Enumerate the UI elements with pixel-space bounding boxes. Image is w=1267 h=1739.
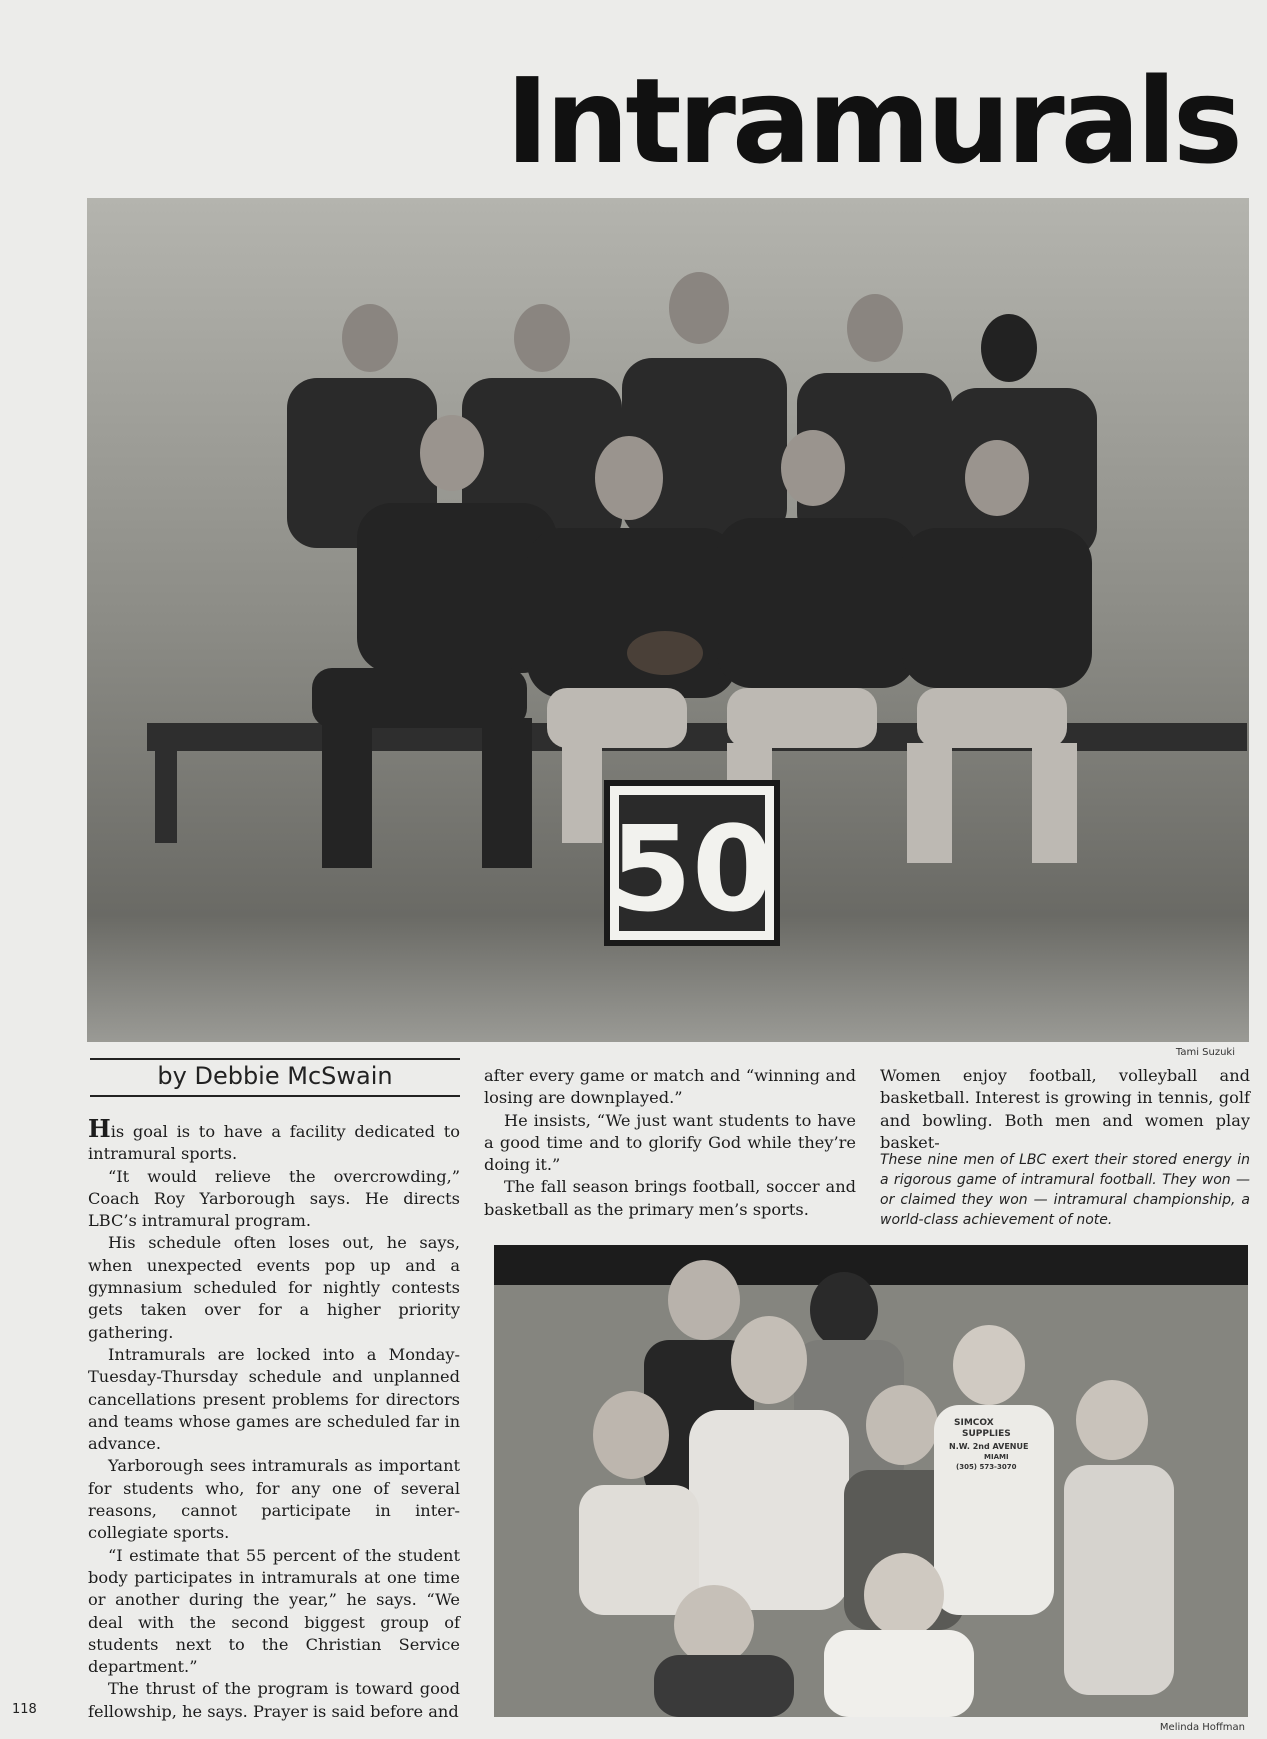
byline-rule-top: [90, 1058, 460, 1060]
page-number: 118: [12, 1702, 37, 1717]
paragraph: “I estimate that 55 percent of the student body participates in intramurals at one time or another during the year,” he says. “We deal with the second biggest group of students next to the Christian Service department.”: [88, 1545, 460, 1677]
paragraph: His goal is to have a facility dedicated to intramural sports.: [88, 1114, 460, 1164]
article-column-3: [880, 1065, 1250, 1154]
paragraph: “It would relieve the overcrowding,” Coach Roy Yarborough says. He directs LBC’s intramural program.: [88, 1166, 460, 1231]
womens-team-photo: [494, 1245, 1248, 1717]
shirt-text-line: N.W. 2nd AVENUE: [949, 1442, 1029, 1451]
yard-marker-number: 50: [609, 800, 775, 938]
article-column-1: [88, 1114, 460, 1723]
page-title: Intramurals: [505, 52, 1239, 190]
shirt-text-line: SUPPLIES: [962, 1429, 1011, 1439]
byline: by Debbie McSwain: [157, 1062, 393, 1090]
article-column-2: [484, 1065, 856, 1221]
drop-cap: H: [88, 1114, 111, 1143]
paragraph: His schedule often loses out, he says, when unexpected events pop up and a gymnasium scheduled for nightly contests gets taken over for a higher priority gathering.: [88, 1233, 460, 1342]
paragraph: Yarborough sees intramurals as important for students who, for any one of several reasons, cannot participate in inter-collegiate sports.: [88, 1456, 460, 1543]
paragraph: Intramurals are locked into a Monday-Tuesday-Thursday schedule and unplanned cancellations present problems for directors and teams whose games are scheduled far in advance.: [88, 1344, 460, 1454]
paragraph: The thrust of the program is toward good fellowship, he says. Prayer is said before and: [88, 1679, 460, 1721]
paragraph: Women enjoy football, volleyball and basketball. Interest is growing in tennis, golf and bowling. Both men and women play basket-: [880, 1066, 1250, 1152]
paragraph: The fall season brings football, soccer and basketball as the primary men’s sports.: [484, 1177, 856, 1219]
photo-credit: Melinda Hoffman: [1159, 1722, 1245, 1733]
photo-credit: Tami Suzuki: [1175, 1047, 1235, 1058]
byline-rule-bottom: [90, 1095, 460, 1097]
paragraph: He insists, “We just want students to have a good time and to glorify God while they’re doing it.”: [484, 1110, 856, 1175]
photo-caption: These nine men of LBC exert their stored energy in a rigorous game of intramural football. They won — or claimed they won — intramural championship, a world-class achievement of note.: [880, 1152, 1250, 1228]
shirt-text-line: (305) 573-3070: [956, 1463, 1017, 1471]
team-photo: [87, 198, 1249, 1042]
shirt-text-line: MIAMI: [984, 1453, 1009, 1461]
paragraph: after every game or match and “winning and losing are downplayed.”: [484, 1066, 856, 1108]
shirt-text-line: SIMCOX: [954, 1418, 994, 1428]
